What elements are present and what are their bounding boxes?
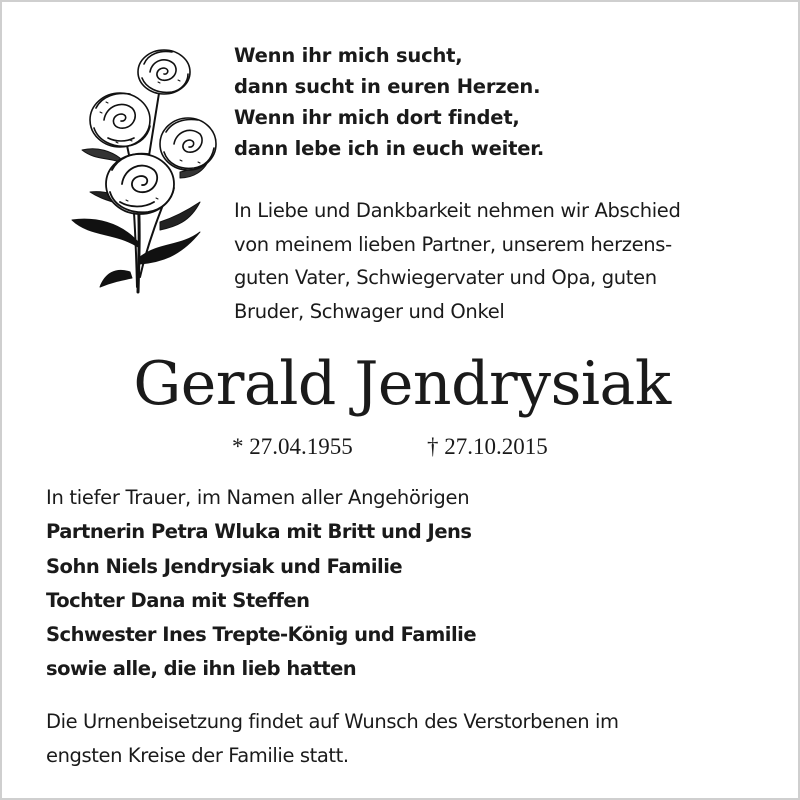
intro-line: In Liebe und Dankbarkeit nehmen wir Abschied: [234, 199, 681, 222]
rose-bouquet-illustration: [60, 42, 220, 297]
verse-line: Wenn ihr mich dort findet,: [234, 106, 520, 129]
birth-date: * 27.04.1955: [232, 434, 353, 459]
intro-line: guten Vater, Schwiegervater und Opa, guten: [234, 266, 657, 289]
burial-note-line: engsten Kreise der Familie statt.: [46, 744, 349, 767]
verse-line: dann sucht in euren Herzen.: [234, 75, 541, 98]
mourner-entry: Sohn Niels Jendrysiak und Familie: [46, 554, 403, 578]
mourner-entry: Tochter Dana mit Steffen: [46, 588, 310, 612]
farewell-intro: [234, 194, 779, 328]
burial-note-line: Die Urnenbeisetzung findet auf Wunsch des Verstorbenen im: [46, 710, 619, 733]
mourners-intro: In tiefer Trauer, im Namen aller Angehörigen: [46, 486, 470, 509]
mourner-entry: Schwester Ines Trepte-König und Familie: [46, 623, 477, 647]
mourner-entry: Partnerin Petra Wluka mit Britt und Jens: [46, 520, 472, 544]
death-date: † 27.10.2015: [427, 434, 548, 459]
burial-note: [46, 705, 776, 773]
mourners-list: [46, 481, 766, 687]
deceased-name: Gerald Jendrysiak: [133, 349, 671, 419]
memorial-verse: [234, 40, 774, 164]
verse-line: Wenn ihr mich sucht,: [234, 44, 463, 67]
life-dates: [2, 430, 800, 464]
intro-line: von meinem lieben Partner, unserem herzens-: [234, 232, 672, 256]
verse-line: dann lebe ich in euch weiter.: [234, 137, 545, 160]
mourner-entry: sowie alle, die ihn lieb hatten: [46, 657, 357, 681]
intro-line: Bruder, Schwager und Onkel: [234, 299, 505, 323]
